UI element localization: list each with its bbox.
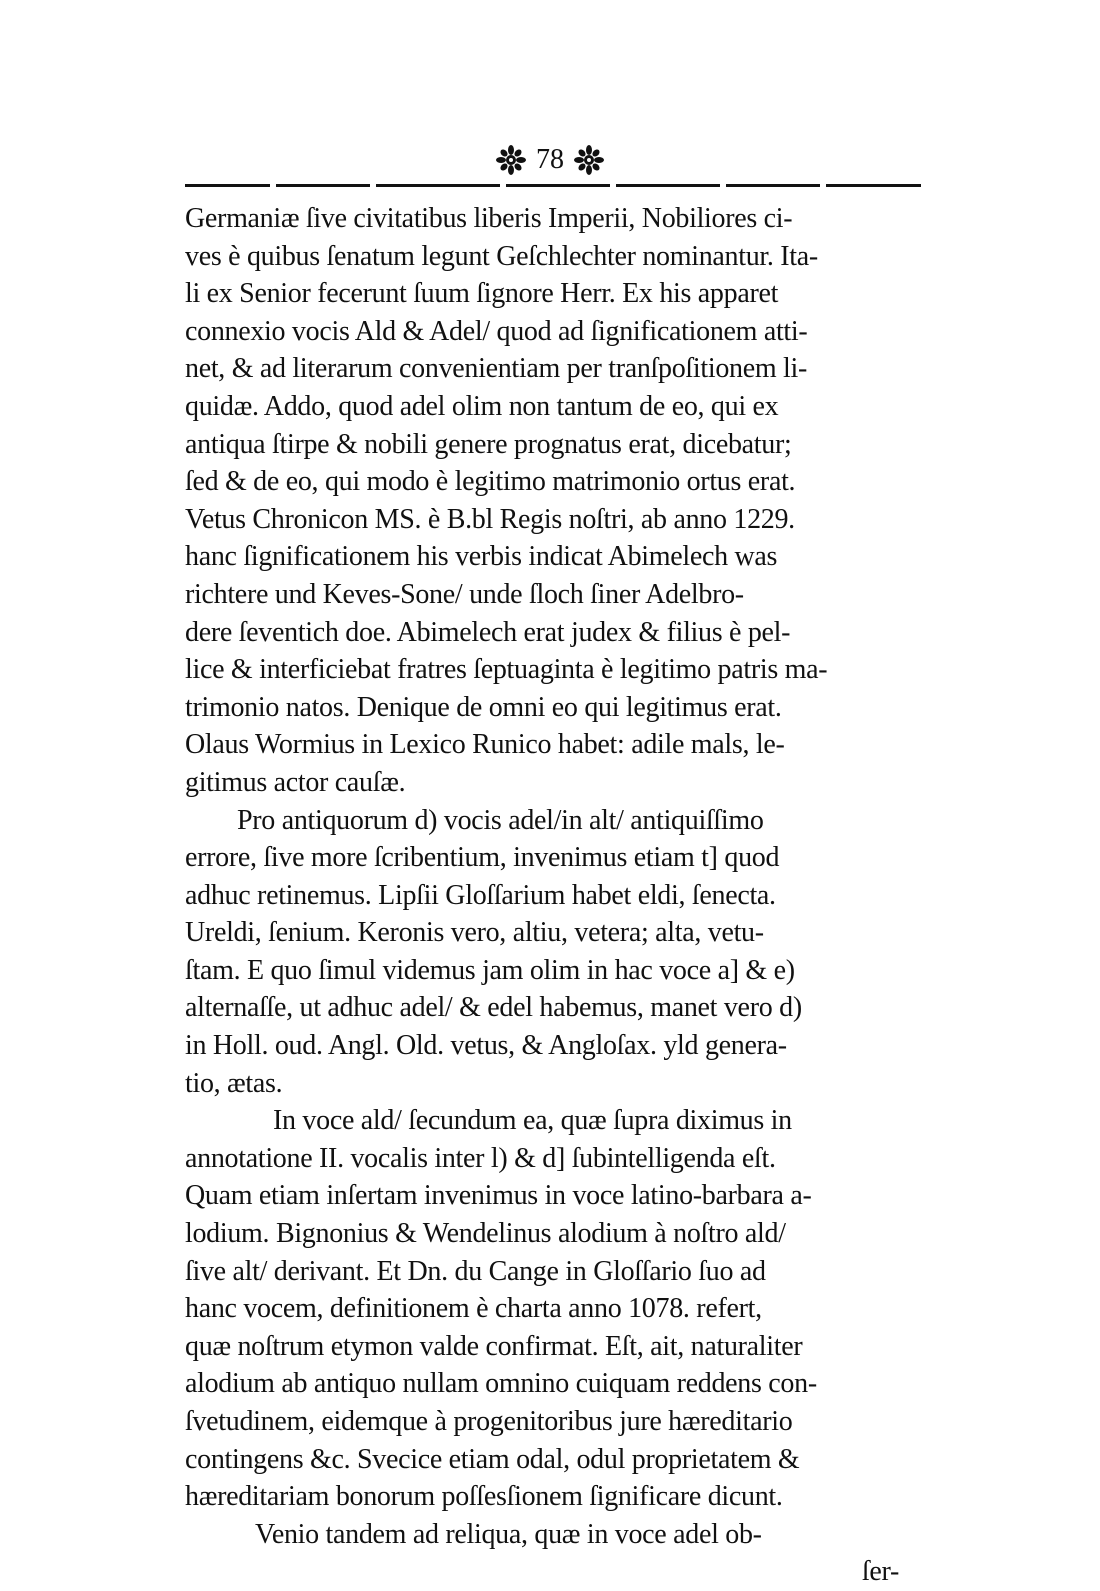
text-line: quæ noſtrum etymon valde confirmat. Eſt, ait, naturaliter xyxy=(185,1330,803,1362)
rule-break xyxy=(500,182,506,189)
header-rule xyxy=(185,184,921,187)
rule-break xyxy=(720,182,726,189)
fleuron-icon xyxy=(574,145,604,175)
text-line: In voce ald/ ſecundum ea, quæ ſupra diximus in xyxy=(273,1105,792,1137)
text-line: hæreditariam bonorum poſſesſionem ſignificare dicunt. xyxy=(185,1481,783,1513)
text-line: contingens &c. Svecice etiam odal, odul proprietatem & xyxy=(185,1443,800,1475)
rule-break xyxy=(820,182,826,189)
text-line: Vetus Chronicon MS. è B.bl Regis noſtri, ab anno 1229. xyxy=(185,503,795,535)
text-line: li ex Senior fecerunt ſuum ſignore Herr. Ex his apparet xyxy=(185,278,779,310)
text-line: antiqua ſtirpe & nobili genere prognatus erat, dicebatur; xyxy=(185,428,792,460)
text-line: tio, ætas. xyxy=(185,1067,283,1099)
rule-break xyxy=(610,182,616,189)
text-line: ſtam. E quo ſimul videmus jam olim in hac voce a] & e) xyxy=(185,954,795,986)
text-line: Venio tandem ad reliqua, quæ in voce adel ob- xyxy=(255,1518,762,1550)
text-line: hanc vocem, definitionem è charta anno 1078. refert, xyxy=(185,1293,762,1325)
text-line: dere ſeventich doe. Abimelech erat judex & filius è pel- xyxy=(185,616,791,648)
text-line: lodium. Bignonius & Wendelinus alodium à noſtro ald/ xyxy=(185,1218,786,1250)
text-line: alternaſſe, ut adhuc adel/ & edel habemus, manet vero d) xyxy=(185,992,802,1024)
catchword: ſer- xyxy=(861,1556,899,1588)
text-line: gitimus actor cauſæ. xyxy=(185,766,406,798)
text-line: quidæ. Addo, quod adel olim non tantum de eo, qui ex xyxy=(185,390,779,422)
text-line: net, & ad literarum convenientiam per tranſpoſitionem li- xyxy=(185,353,808,385)
text-line: lice & interficiebat fratres ſeptuaginta è legitimo patris ma- xyxy=(185,654,828,686)
text-line: ſvetudinem, eidemque à progenitoribus jure hæreditario xyxy=(185,1406,793,1437)
text-line: ſive alt/ derivant. Et Dn. du Cange in Gloſſario ſuo ad xyxy=(185,1255,766,1287)
page-number: 78 xyxy=(536,144,564,175)
fleuron-icon xyxy=(496,145,526,175)
rule-break xyxy=(370,182,376,189)
text-line: adhuc retinemus. Lipſii Gloſſarium habet eldi, ſenecta. xyxy=(185,879,776,911)
text-line: hanc ſignificationem his verbis indicat Abimelech was xyxy=(185,541,778,573)
text-line: in Holl. oud. Angl. Old. vetus, & Angloſax. yld genera- xyxy=(185,1030,787,1062)
text-line: richtere und Keves-Sone/ unde ſloch ſiner Adelbro- xyxy=(185,578,744,610)
text-line: Ureldi, ſenium. Keronis vero, altiu, vetera; alta, vetu- xyxy=(185,917,764,949)
text-line: ves è quibus ſenatum legunt Geſchlechter nominantur. Ita- xyxy=(185,240,818,272)
text-line: Germaniæ ſive civitatibus liberis Imperii, Nobiliores ci- xyxy=(185,203,793,234)
text-line: connexio vocis Ald & Adel/ quod ad ſignificationem atti- xyxy=(185,315,808,347)
text-line: alodium ab antiquo nullam omnino cuiquam reddens con- xyxy=(185,1368,817,1400)
text-line: Quam etiam inſertam invenimus in voce latino-barbara a- xyxy=(185,1180,812,1212)
page-header xyxy=(0,140,1100,180)
text-line: errore, ſive more ſcribentium, invenimus etiam t] quod xyxy=(185,842,780,874)
text-line: ſed & de eo, qui modo è legitimo matrimonio ortus erat. xyxy=(185,466,796,498)
text-line: Olaus Wormius in Lexico Runico habet: adile mals, le- xyxy=(185,729,785,761)
text-line: trimonio natos. Denique de omni eo qui legitimus erat. xyxy=(185,691,782,723)
body-text xyxy=(185,200,905,1591)
rule-break xyxy=(270,182,276,189)
text-line: Pro antiquorum d) vocis adel/in alt/ antiquiſſimo xyxy=(237,804,764,836)
text-line: annotatione II. vocalis inter l) & d] ſubintelligenda eſt. xyxy=(185,1142,776,1174)
